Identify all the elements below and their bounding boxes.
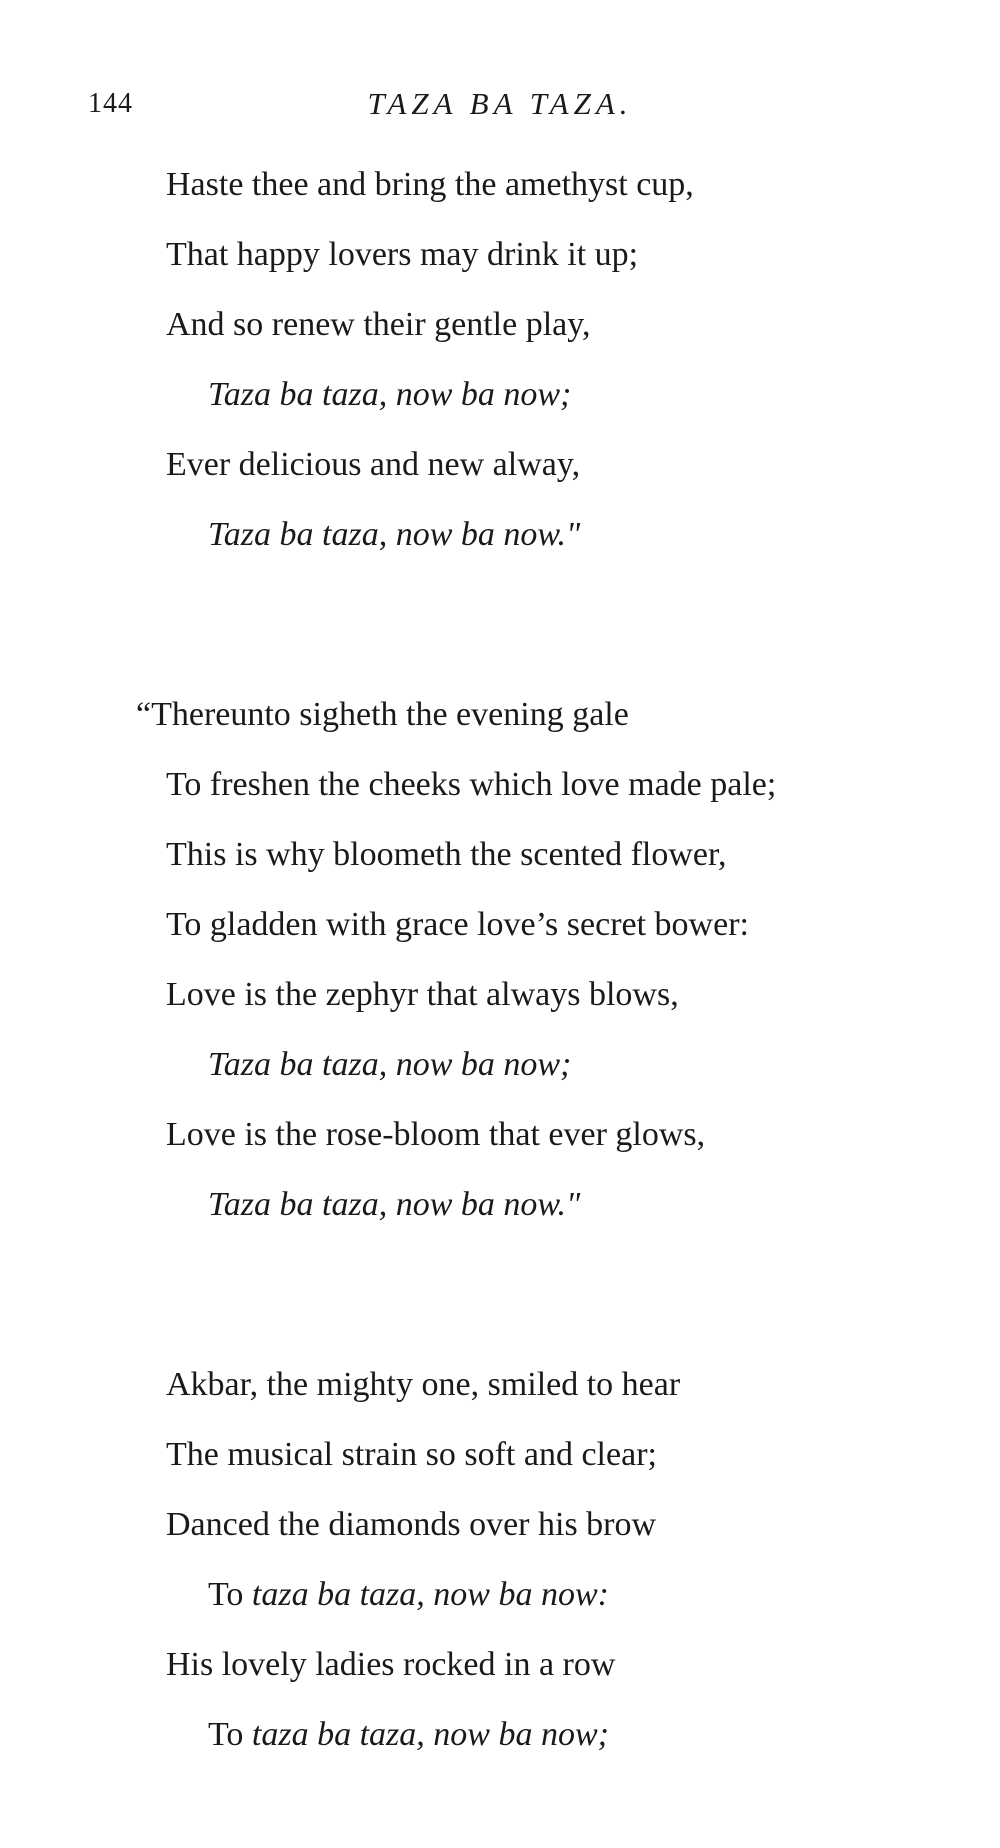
poem-line: Love is the rose-bloom that ever glows,: [166, 1116, 706, 1153]
poem-line: “Thereunto sigheth the evening gale: [136, 696, 629, 733]
poem-line: And so renew their gentle play,: [166, 306, 591, 343]
poem-line: That happy lovers may drink it up;: [166, 236, 639, 273]
refrain-line: [208, 1575, 609, 1615]
poem-line: To gladden with grace love’s secret bower:: [166, 906, 749, 943]
poem-line: Danced the diamonds over his brow: [166, 1506, 657, 1543]
refrain-line: Taza ba taza, now ba now.": [208, 516, 581, 553]
refrain-line: Taza ba taza, now ba now.": [208, 1186, 581, 1223]
poem-line: This is why bloometh the scented flower,: [166, 836, 727, 873]
refrain-italic: taza ba taza, now ba now;: [251, 1716, 609, 1753]
poem-line: To freshen the cheeks which love made pale;: [166, 766, 777, 803]
running-title: TAZA BA TAZA.: [367, 86, 633, 121]
refrain-line: Taza ba taza, now ba now;: [208, 1046, 572, 1083]
poem-line: Haste thee and bring the amethyst cup,: [166, 166, 694, 203]
refrain-prefix: To: [208, 1716, 252, 1753]
poem-line: Love is the zephyr that always blows,: [166, 976, 679, 1013]
page-number: 144: [88, 88, 133, 119]
poem-line: Akbar, the mighty one, smiled to hear: [166, 1366, 681, 1403]
refrain-prefix: To: [208, 1576, 252, 1613]
poem-line: His lovely ladies rocked in a row: [166, 1646, 616, 1683]
refrain-italic: taza ba taza, now ba now:: [251, 1576, 609, 1613]
poem-line: The musical strain so soft and clear;: [166, 1436, 657, 1473]
poem-line: Ever delicious and new alway,: [166, 446, 581, 483]
refrain-line: Taza ba taza, now ba now;: [208, 376, 572, 413]
refrain-line: [208, 1715, 609, 1755]
